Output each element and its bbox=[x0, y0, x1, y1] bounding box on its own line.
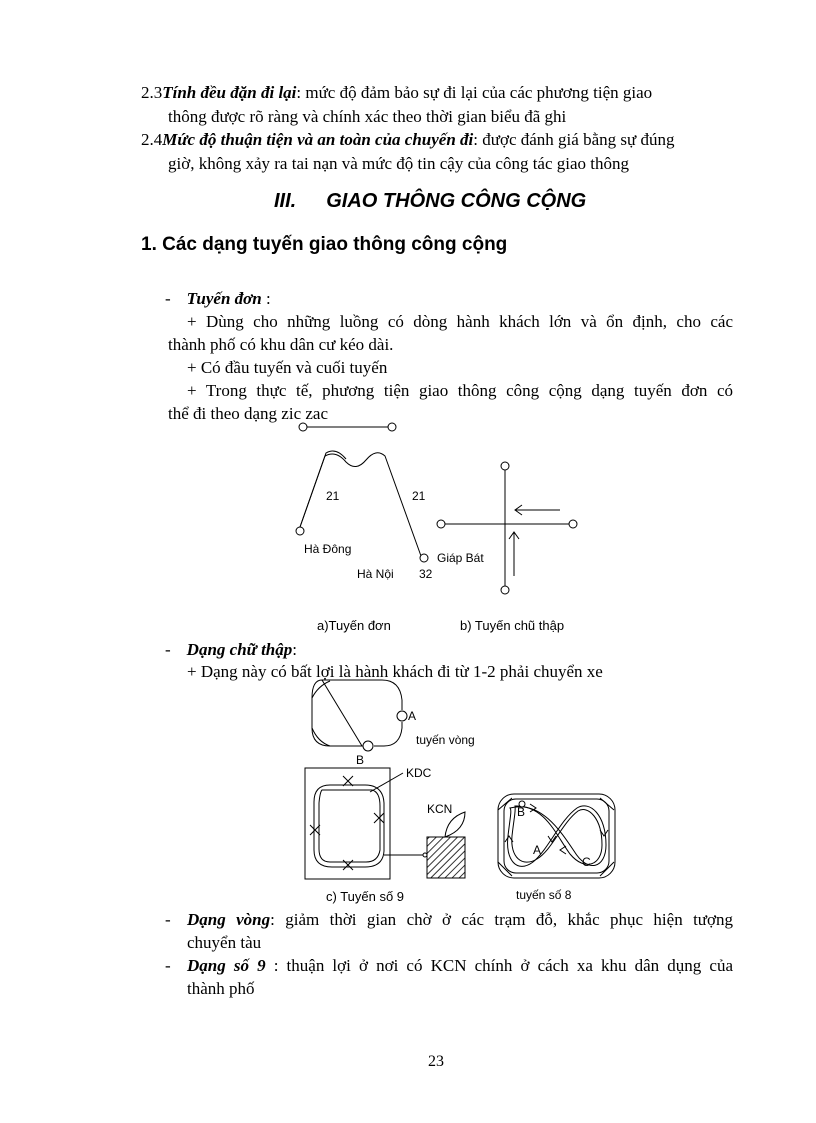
paragraph-line: + Có đầu tuyến và cuối tuyến bbox=[187, 358, 388, 377]
label-fig8-B: B bbox=[517, 805, 526, 819]
route-endpoint bbox=[420, 554, 428, 562]
label-stop-B: B bbox=[356, 753, 365, 767]
bullet-text: : thuận lợi ở nơi có KCN chính ở cách xa khu dân dụng của bbox=[265, 956, 733, 975]
bullet-text: : giảm thời gian chờ ở các trạm đỗ, khắc phục hiện tượng bbox=[270, 910, 733, 929]
route-eight bbox=[498, 794, 615, 878]
paragraph-line: chuyển tàu bbox=[187, 933, 262, 952]
paragraph-line: + Dùng cho những luồng có dòng hành khách lớn và ổn định, cho các bbox=[187, 312, 733, 331]
stop-giap-bat: Giáp Bát bbox=[437, 551, 484, 565]
bullet-colon: : bbox=[261, 289, 271, 308]
industrial-zone bbox=[427, 812, 465, 878]
bullet-dash: - bbox=[165, 289, 171, 308]
bullet-dash: - bbox=[165, 910, 171, 929]
section-text: : được đánh giá bằng sự đúng bbox=[473, 130, 675, 149]
label-fig8-C: C bbox=[582, 855, 591, 869]
label-kdc: KDC bbox=[406, 766, 432, 780]
section-2-4-line2: giờ, không xảy ra tai nạn và mức độ tin cậy của công tác giao thông bbox=[168, 154, 630, 173]
bullet-term: Tuyến đơn bbox=[186, 289, 262, 308]
route-nine bbox=[305, 768, 427, 879]
section-term: Mức độ thuận tiện và an toàn của chuyến đi bbox=[162, 130, 474, 149]
label-stop-A: A bbox=[408, 709, 417, 723]
caption-c: c) Tuyến số 9 bbox=[326, 889, 405, 904]
caption-b: b) Tuyến chũ thập bbox=[460, 618, 565, 633]
paragraph-line: thành phố bbox=[187, 979, 255, 998]
label-tuyen-vong: tuyến vòng bbox=[416, 733, 475, 747]
section-text: : mức độ đảm bảo sự đi lại của các phương tiện giao bbox=[296, 83, 653, 102]
stop-ha-noi: Hà Nội bbox=[357, 567, 394, 581]
label-fig8-A: A bbox=[533, 843, 542, 857]
caption-route-8: tuyến số 8 bbox=[516, 888, 572, 902]
stop-ha-dong: Hà Đông bbox=[304, 542, 352, 556]
paragraph-line: thể đi theo dạng zic zac bbox=[168, 404, 329, 423]
route-number-left: 21 bbox=[326, 489, 340, 503]
paragraph-line: + Trong thực tế, phương tiện giao thông công cộng dạng tuyến đơn có bbox=[187, 381, 733, 400]
bullet-dash: - bbox=[165, 956, 171, 975]
bullet-dash: - bbox=[165, 640, 171, 659]
subheading: 1. Các dạng tuyến giao thông công cộng bbox=[141, 234, 508, 255]
cross-route bbox=[437, 462, 577, 594]
zigzag-route-top-line bbox=[299, 423, 396, 431]
page-number: 23 bbox=[428, 1053, 444, 1070]
route-number-32: 32 bbox=[419, 567, 433, 581]
caption-a: a)Tuyến đơn bbox=[317, 618, 391, 633]
stop-B bbox=[363, 741, 373, 751]
section-number: 2.3 bbox=[141, 83, 163, 102]
loop-route bbox=[312, 680, 407, 751]
bullet-term: Dạng số 9 bbox=[187, 956, 266, 975]
bullet-term: Dạng chữ thập bbox=[186, 640, 293, 659]
section-term: Tính đều đặn đi lại bbox=[162, 83, 297, 102]
section-2-3-line2: thông được rõ ràng và chính xác theo thời gian biểu đã ghi bbox=[168, 107, 567, 126]
bullet-colon: : bbox=[292, 640, 298, 659]
paragraph-line: thành phố có khu dân cư kéo dài. bbox=[168, 335, 394, 354]
chapter-title: GIAO THÔNG CÔNG CỘNG bbox=[326, 190, 587, 212]
chapter-roman-numeral: III. bbox=[274, 190, 297, 212]
stop-A bbox=[397, 711, 407, 721]
route-endpoint bbox=[296, 527, 304, 535]
section-number: 2.4 bbox=[141, 130, 163, 149]
label-kcn: KCN bbox=[427, 802, 453, 816]
paragraph-line: + Dạng này có bất lợi là hành khách đi từ 1-2 phải chuyển xe bbox=[187, 662, 603, 681]
bullet-term: Dạng vòng bbox=[187, 910, 271, 929]
route-number-right: 21 bbox=[412, 489, 426, 503]
